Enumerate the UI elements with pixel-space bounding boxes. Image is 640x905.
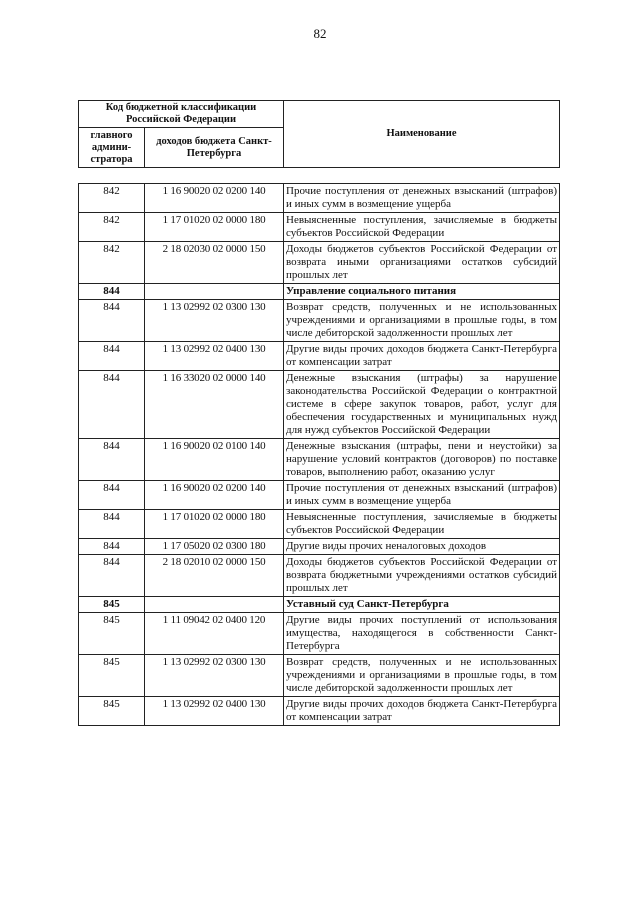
- admin-code-cell: 842: [79, 184, 145, 213]
- revenue-code-cell: 1 17 05020 02 0300 180: [145, 539, 284, 555]
- revenue-code-cell: 1 13 02992 02 0400 130: [145, 342, 284, 371]
- admin-code-cell: 842: [79, 213, 145, 242]
- revenue-code-cell: 1 17 01020 02 0000 180: [145, 510, 284, 539]
- header-code-group: Код бюджетной классификации Российской Федерации: [79, 101, 284, 128]
- name-cell: Другие виды прочих поступлений от использования имущества, находящегося в собственности Санкт-Петербурга: [284, 613, 560, 655]
- admin-code-cell: 844: [79, 284, 145, 300]
- admin-code-cell: 844: [79, 300, 145, 342]
- table-row: [79, 342, 560, 371]
- name-cell: Прочие поступления от денежных взысканий (штрафов) и иных сумм в возмещение ущерба: [284, 481, 560, 510]
- table-row: [79, 213, 560, 242]
- section-row: [79, 597, 560, 613]
- admin-code-cell: 844: [79, 539, 145, 555]
- revenue-code-cell: 1 16 90020 02 0200 140: [145, 481, 284, 510]
- admin-code-cell: 844: [79, 342, 145, 371]
- admin-code-cell: 844: [79, 439, 145, 481]
- table-row: [79, 481, 560, 510]
- revenue-code-cell: 1 13 02992 02 0400 130: [145, 697, 284, 726]
- name-cell: Другие виды прочих доходов бюджета Санкт-Петербурга от компенсации затрат: [284, 342, 560, 371]
- table-row: [79, 371, 560, 439]
- name-cell: Денежные взыскания (штрафы, пени и неустойки) за нарушение условий контрактов (договоров) по поставке товаров, выполнению работ, оказанию услуг: [284, 439, 560, 481]
- table-row: [79, 242, 560, 284]
- revenue-code-cell: [145, 284, 284, 300]
- table-row: [79, 697, 560, 726]
- admin-code-cell: 844: [79, 555, 145, 597]
- revenue-code-cell: 1 13 02992 02 0300 130: [145, 655, 284, 697]
- admin-code-cell: 844: [79, 481, 145, 510]
- revenue-code-cell: 1 16 90020 02 0200 140: [145, 184, 284, 213]
- revenue-code-cell: 2 18 02010 02 0000 150: [145, 555, 284, 597]
- revenue-code-cell: 1 16 90020 02 0100 140: [145, 439, 284, 481]
- table-row: [79, 555, 560, 597]
- table-row: [79, 655, 560, 697]
- name-cell: Другие виды прочих доходов бюджета Санкт-Петербурга от компенсации затрат: [284, 697, 560, 726]
- table-row: [79, 439, 560, 481]
- admin-code-cell: 845: [79, 655, 145, 697]
- table-row: [79, 300, 560, 342]
- name-cell: Уставный суд Санкт-Петербурга: [284, 597, 560, 613]
- name-cell: Прочие поступления от денежных взысканий (штрафов) и иных сумм в возмещение ущерба: [284, 184, 560, 213]
- admin-code-cell: 845: [79, 697, 145, 726]
- page-number: 82: [313, 26, 327, 41]
- name-cell: Возврат средств, полученных и не использованных учреждениями и организациями в прошлые годы, в том числе дебиторской задолженности прошлых лет: [284, 300, 560, 342]
- admin-code-cell: 844: [79, 371, 145, 439]
- name-cell: Невыясненные поступления, зачисляемые в бюджеты субъектов Российской Федерации: [284, 510, 560, 539]
- header-admin-column: главного админи-стратора: [79, 128, 145, 168]
- revenue-code-cell: 1 11 09042 02 0400 120: [145, 613, 284, 655]
- header-name-column: Наименование: [284, 101, 560, 168]
- name-cell: Возврат средств, полученных и не использованных учреждениями и организациями в прошлые годы, в том числе дебиторской задолженности прошлых лет: [284, 655, 560, 697]
- admin-code-cell: 844: [79, 510, 145, 539]
- admin-code-cell: 845: [79, 613, 145, 655]
- name-cell: Невыясненные поступления, зачисляемые в бюджеты субъектов Российской Федерации: [284, 213, 560, 242]
- table-row: [79, 539, 560, 555]
- revenue-code-cell: 1 16 33020 02 0000 140: [145, 371, 284, 439]
- name-cell: Другие виды прочих неналоговых доходов: [284, 539, 560, 555]
- table-row: [79, 510, 560, 539]
- revenue-code-cell: 2 18 02030 02 0000 150: [145, 242, 284, 284]
- revenue-code-cell: 1 13 02992 02 0300 130: [145, 300, 284, 342]
- classification-table: [78, 183, 560, 726]
- name-cell: Денежные взыскания (штрафы) за нарушение законодательства Российской Федерации о контрактной системе в сфере закупок товаров, работ, услуг для обеспечения государственных и муниципальных нужд для нужд субъектов Российской Федерации: [284, 371, 560, 439]
- table-row: [79, 613, 560, 655]
- admin-code-cell: 842: [79, 242, 145, 284]
- name-cell: Доходы бюджетов субъектов Российской Федерации от возврата иными организациями остатков субсидий прошлых лет: [284, 242, 560, 284]
- revenue-code-cell: [145, 597, 284, 613]
- admin-code-cell: 845: [79, 597, 145, 613]
- header-table: [78, 100, 560, 168]
- name-cell: Управление социального питания: [284, 284, 560, 300]
- table-row: [79, 184, 560, 213]
- revenue-code-cell: 1 17 01020 02 0000 180: [145, 213, 284, 242]
- header-revenue-column: доходов бюджета Санкт-Петербурга: [145, 128, 284, 168]
- section-row: [79, 284, 560, 300]
- name-cell: Доходы бюджетов субъектов Российской Федерации от возврата бюджетными учреждениями остатков субсидий прошлых лет: [284, 555, 560, 597]
